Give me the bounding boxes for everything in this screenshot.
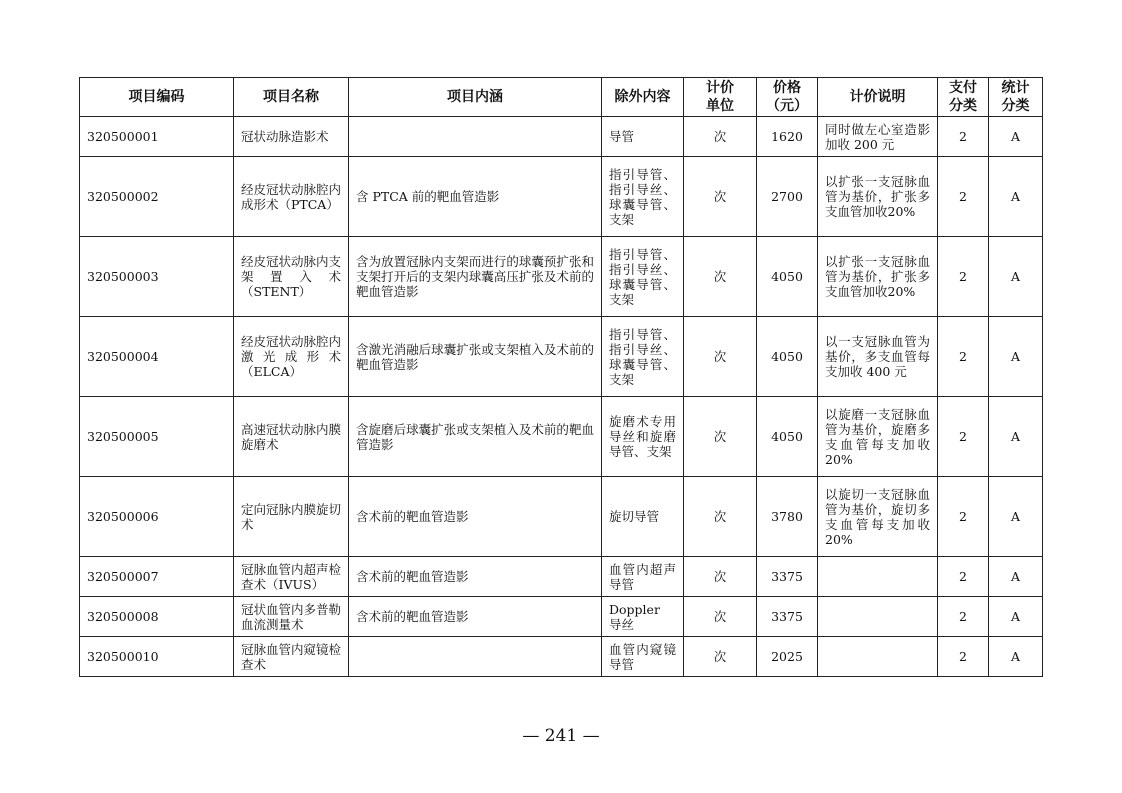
cell-exclusion: 指引导管、指引导丝、球囊导管、支架 [602, 157, 684, 237]
header-note: 计价说明 [818, 78, 938, 117]
cell-name: 冠状动脉造影术 [234, 117, 349, 157]
cell-pay-class: 2 [938, 477, 989, 557]
header-code: 项目编码 [80, 78, 234, 117]
cell-content: 含旋磨后球囊扩张或支架植入及术前的靶血管造影 [349, 397, 602, 477]
cell-unit: 次 [684, 317, 757, 397]
cell-code: 320500005 [80, 397, 234, 477]
table-row [80, 157, 1043, 237]
cell-content: 含 PTCA 前的靶血管造影 [349, 157, 602, 237]
cell-code: 320500010 [80, 637, 234, 677]
table-row [80, 397, 1043, 477]
cell-note: 以旋磨一支冠脉血管为基价，旋磨多支血管每支加收 20% [818, 397, 938, 477]
cell-exclusion: 旋切导管 [602, 477, 684, 557]
cell-note: 以扩张一支冠脉血管为基价，扩张多支血管加收20% [818, 237, 938, 317]
cell-stat-class: A [989, 397, 1043, 477]
cell-content [349, 637, 602, 677]
cell-note [818, 597, 938, 637]
cell-stat-class: A [989, 557, 1043, 597]
cell-unit: 次 [684, 637, 757, 677]
cell-stat-class: A [989, 117, 1043, 157]
header-exclusion: 除外内容 [602, 78, 684, 117]
cell-code: 320500002 [80, 157, 234, 237]
cell-price: 3375 [757, 597, 818, 637]
cell-note [818, 557, 938, 597]
cell-name: 经皮冠状动脉腔内激光成形术（ELCA） [234, 317, 349, 397]
cell-content [349, 117, 602, 157]
cell-exclusion: 指引导管、指引导丝、球囊导管、支架 [602, 317, 684, 397]
header-stat-class: 统计 分类 [989, 78, 1043, 117]
cell-content: 含术前的靶血管造影 [349, 477, 602, 557]
cell-note: 以旋切一支冠脉血管为基价，旋切多支血管每支加收 20% [818, 477, 938, 557]
header-pay-class: 支付 分类 [938, 78, 989, 117]
cell-price: 4050 [757, 397, 818, 477]
table-row [80, 237, 1043, 317]
cell-content: 含术前的靶血管造影 [349, 597, 602, 637]
cell-exclusion: 血管内超声导管 [602, 557, 684, 597]
header-row [80, 78, 1043, 117]
cell-unit: 次 [684, 117, 757, 157]
cell-unit: 次 [684, 597, 757, 637]
cell-unit: 次 [684, 397, 757, 477]
table-row [80, 477, 1043, 557]
cell-content: 含激光消融后球囊扩张或支架植入及术前的靶血管造影 [349, 317, 602, 397]
header-content: 项目内涵 [349, 78, 602, 117]
cell-unit: 次 [684, 477, 757, 557]
cell-code: 320500006 [80, 477, 234, 557]
cell-exclusion: 血管内窥镜导管 [602, 637, 684, 677]
table-row [80, 557, 1043, 597]
cell-price: 3780 [757, 477, 818, 557]
cell-code: 320500003 [80, 237, 234, 317]
cell-code: 320500007 [80, 557, 234, 597]
cell-content: 含为放置冠脉内支架而进行的球囊预扩张和支架打开后的支架内球囊高压扩张及术前的靶血管造影 [349, 237, 602, 317]
cell-exclusion: 导管 [602, 117, 684, 157]
table-row [80, 597, 1043, 637]
cell-price: 2700 [757, 157, 818, 237]
cell-price: 2025 [757, 637, 818, 677]
cell-pay-class: 2 [938, 637, 989, 677]
cell-note [818, 637, 938, 677]
cell-name: 经皮冠状动脉腔内成形术（PTCA） [234, 157, 349, 237]
cell-exclusion: Doppler 导丝 [602, 597, 684, 637]
fee-table [79, 77, 1043, 677]
cell-price: 3375 [757, 557, 818, 597]
cell-stat-class: A [989, 317, 1043, 397]
cell-pay-class: 2 [938, 397, 989, 477]
cell-name: 定向冠脉内膜旋切术 [234, 477, 349, 557]
cell-content: 含术前的靶血管造影 [349, 557, 602, 597]
cell-pay-class: 2 [938, 317, 989, 397]
cell-unit: 次 [684, 237, 757, 317]
cell-name: 冠脉血管内超声检查术（IVUS） [234, 557, 349, 597]
cell-unit: 次 [684, 157, 757, 237]
cell-pay-class: 2 [938, 237, 989, 317]
cell-code: 320500004 [80, 317, 234, 397]
cell-note: 以扩张一支冠脉血管为基价，扩张多支血管加收20% [818, 157, 938, 237]
cell-name: 高速冠状动脉内膜旋磨术 [234, 397, 349, 477]
cell-price: 4050 [757, 317, 818, 397]
header-unit: 计价 单位 [684, 78, 757, 117]
table-row [80, 117, 1043, 157]
cell-name: 经皮冠状动脉内支架置入术（STENT） [234, 237, 349, 317]
header-price: 价格 （元） [757, 78, 818, 117]
cell-stat-class: A [989, 637, 1043, 677]
cell-code: 320500008 [80, 597, 234, 637]
cell-price: 1620 [757, 117, 818, 157]
cell-stat-class: A [989, 237, 1043, 317]
cell-stat-class: A [989, 597, 1043, 637]
cell-price: 4050 [757, 237, 818, 317]
cell-unit: 次 [684, 557, 757, 597]
table-row [80, 317, 1043, 397]
cell-pay-class: 2 [938, 117, 989, 157]
cell-exclusion: 旋磨术专用导丝和旋磨导管、支架 [602, 397, 684, 477]
header-name: 项目名称 [234, 78, 349, 117]
cell-pay-class: 2 [938, 597, 989, 637]
page-number: — 241 — [522, 726, 600, 746]
cell-stat-class: A [989, 477, 1043, 557]
cell-code: 320500001 [80, 117, 234, 157]
cell-pay-class: 2 [938, 557, 989, 597]
cell-name: 冠脉血管内窥镜检查术 [234, 637, 349, 677]
cell-note: 以一支冠脉血管为基价，多支血管每支加收 400 元 [818, 317, 938, 397]
cell-exclusion: 指引导管、指引导丝、球囊导管、支架 [602, 237, 684, 317]
cell-pay-class: 2 [938, 157, 989, 237]
cell-stat-class: A [989, 157, 1043, 237]
table-row [80, 637, 1043, 677]
cell-note: 同时做左心室造影加收 200 元 [818, 117, 938, 157]
cell-name: 冠状血管内多普勒血流测量术 [234, 597, 349, 637]
